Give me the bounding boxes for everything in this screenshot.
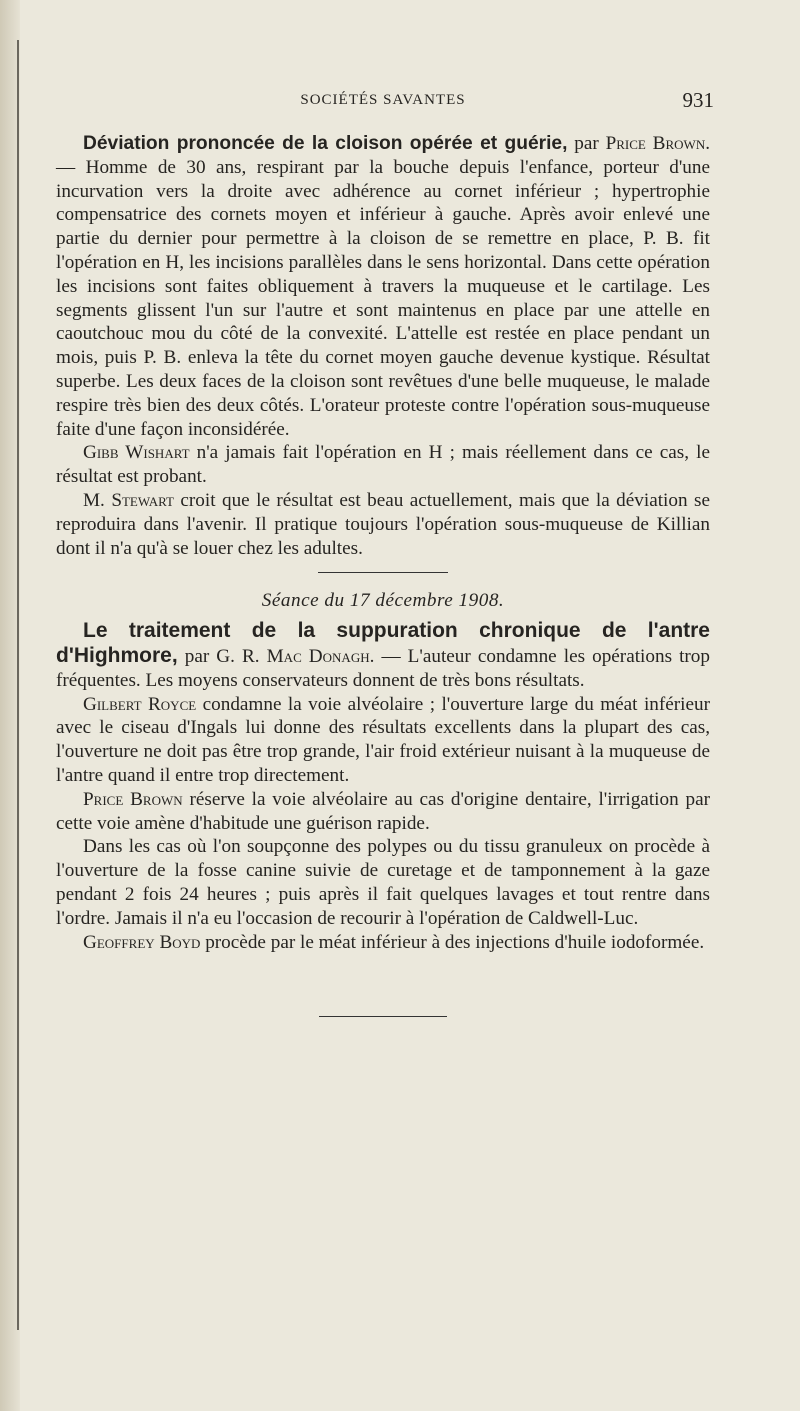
discussion-paragraph — [56, 693, 710, 788]
speaker-name: Stewart — [111, 489, 174, 511]
article-paragraph — [56, 132, 710, 441]
article-body: . — L'auteur condamne les opérations trop fréquentes. Les moyens conservateurs donnent de très bons résultats. — [56, 645, 710, 691]
article-author: Mac Donagh — [266, 645, 370, 667]
article-byline: par G. R. — [177, 645, 267, 667]
discussion-text: croit que le résultat est beau actuellement, mais que la déviation se reproduira dans l'avenir. Il pratique toujours l'opération sous-muqueuse de Killian dont il n'a qu'à se louer chez les adultes. — [56, 489, 710, 559]
article-title: Déviation prononcée de la cloison opérée et guérie, — [83, 133, 568, 154]
running-header — [56, 88, 714, 112]
speaker-name: Geoffrey Boyd — [83, 931, 201, 953]
page-number: 931 — [682, 88, 714, 112]
discussion-text: réserve la voie alvéolaire au cas d'origine dentaire, l'irrigation par cette voie amène d'habitude une guérison rapide. — [56, 788, 710, 834]
discussion-paragraph — [56, 788, 710, 836]
discussion-paragraph — [56, 489, 710, 560]
speaker-name: Gilbert Royce — [83, 693, 197, 715]
article-author: Price Brown — [605, 133, 706, 154]
speaker-name: Price Brown — [83, 788, 183, 810]
article-byline: par — [567, 133, 606, 154]
discussion-paragraph: Dans les cas où l'on soupçonne des polypes ou du tissu granuleux on procède à l'ouverture de la fosse canine suivie de curetage et de tamponnement à la gaze pendant 2 fois 24 heures ; puis après il fait quelques lavages et tout rentre dans l'ordre. Jamais il n'a eu l'occasion de recourir à l'opération de Caldwell-Luc. — [56, 836, 710, 929]
section-divider — [318, 572, 448, 573]
document-page — [56, 88, 714, 1017]
speaker-name: Gibb Wishart — [83, 442, 190, 464]
speaker-prefix: M. — [83, 489, 112, 511]
discussion-text: procède par le méat inférieur à des injections d'huile iodoformée. — [200, 931, 705, 953]
discussion-paragraph — [56, 931, 710, 955]
article-title: Le traitement de la suppuration chronique de l'antre d'Highmore, — [56, 619, 710, 667]
discussion-paragraph — [56, 441, 710, 489]
discussion-text: n'a jamais fait l'opération en H ; mais réellement dans ce cas, le résultat est probant. — [56, 442, 710, 488]
article-paragraph — [56, 619, 710, 692]
session-heading: Séance du 17 décembre 1908. — [261, 590, 505, 612]
discussion-text: condamne la voie alvéolaire ; l'ouverture large du méat inférieur avec le ciseau d'Ingals lui donne des résultats excellents dans la plupart des cas, l'ouverture ne doit pas être trop grande, l'air froid extérieur nuisant à la muqueuse de l'antre quand il entre trop directement. — [56, 693, 710, 786]
article-body: . — Homme de 30 ans, respirant par la bouche depuis l'enfance, porteur d'une incurvation vers la droite avec adhérence au cornet inférieur ; hypertrophie compensatrice des cornets moyen et inférieur à gauche. Après avoir enlevé une partie du dernier pour permettre à la cloison de se remettre en place, P. B. fit l'opération en H, les incisions parallèles dans le sens horizontal. Dans cette opération les incisions sont faites obliquement à travers la muqueuse et le cartilage. Les segments glissent l'un sur l'autre et sont maintenus en place par une attelle en caoutchouc mou du côté de la convexité. L'attelle est restée en place pendant un mois, puis P. B. enleva la tête du cornet moyen gauche devenue kystique. Résultat superbe. Les deux faces de la cloison sont revêtues d'une belle muqueuse, le malade respire très bien des deux côtés. L'orateur proteste contre l'opération sous-muqueuse faite d'une façon inconsidérée. — [56, 133, 710, 440]
article-antre-highmore — [56, 619, 710, 954]
article-deviation — [56, 132, 710, 560]
page-margin-line — [17, 40, 19, 1330]
running-title: SOCIÉTÉS SAVANTES — [300, 92, 466, 108]
end-divider — [319, 1016, 447, 1017]
